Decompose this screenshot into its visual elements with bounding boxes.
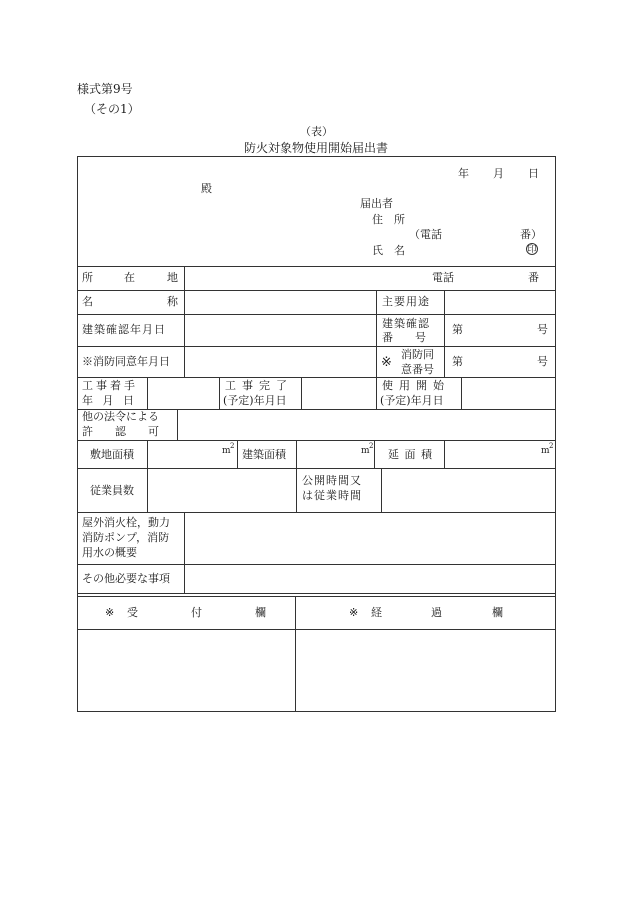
receipt-mark: ※ — [105, 606, 115, 619]
row-divider — [77, 512, 556, 513]
fire-consent-date-label: ※消防同意年月日 — [82, 355, 170, 368]
row-divider — [77, 314, 556, 315]
fire-consent-number-label-2: 意番号 — [401, 363, 434, 376]
other-matters-label: その他必要な事項 — [82, 572, 170, 585]
building-area-unit-sup: 2 — [369, 442, 374, 450]
progress-label-b: 過 — [431, 606, 442, 619]
building-confirm-number-label-1: 建築確認 — [382, 317, 430, 330]
progress-label-c: 欄 — [492, 606, 503, 619]
other-laws-label-1: 他の法令による — [82, 410, 159, 423]
form-sub-number: （その1） — [84, 102, 140, 116]
water-label-1: 屋外消火栓，動力 — [82, 516, 170, 529]
col-divider — [237, 440, 238, 468]
construction-start-label-1: 工事着手 — [82, 379, 138, 392]
construction-end-label-1: 工事完了 — [225, 379, 293, 392]
col-divider — [147, 440, 148, 468]
addressee-suffix: 殿 — [201, 182, 212, 195]
address-label: 住 所 — [372, 213, 405, 226]
row-divider — [77, 290, 556, 291]
phone-open-label: （電話 — [409, 228, 442, 241]
row-divider — [77, 346, 556, 347]
water-label-2: 消防ポンプ，消防 — [82, 531, 170, 544]
site-area-unit: m — [222, 446, 231, 456]
fire-consent-mark: ※ — [381, 355, 392, 370]
name-label: 氏 名 — [372, 244, 405, 257]
name-row-label-a: 名 — [82, 295, 93, 308]
site-area-label: 敷地面積 — [90, 448, 134, 461]
form-number: 様式第9号 — [77, 82, 133, 96]
hours-label-2: は従業時間 — [302, 489, 362, 502]
location-ban-label: 番 — [528, 271, 539, 284]
use-start-label-1: 使用開始 — [382, 379, 450, 392]
progress-mark: ※ — [349, 606, 359, 619]
date-year-label: 年 — [458, 167, 469, 180]
building-area-unit: m — [361, 446, 370, 456]
col-divider — [184, 346, 185, 377]
form-title: 防火対象物使用開始届出書 — [244, 141, 389, 155]
phone-close-label: 番） — [520, 228, 542, 241]
col-divider — [444, 346, 445, 377]
fire-consent-go: 号 — [537, 355, 548, 368]
hours-label-1: 公開時間又 — [302, 474, 362, 487]
building-confirm-go: 号 — [537, 323, 548, 336]
col-divider — [147, 468, 148, 512]
building-confirm-dai: 第 — [452, 323, 463, 336]
col-divider — [177, 409, 178, 440]
progress-label-a: 経 — [371, 606, 382, 619]
col-divider — [219, 377, 220, 409]
col-divider — [444, 440, 445, 468]
date-day-label: 日 — [528, 167, 539, 180]
row-divider — [77, 377, 556, 378]
location-label-c: 地 — [167, 271, 178, 284]
applicant-label: 届出者 — [360, 197, 393, 210]
receipt-label-c: 欄 — [255, 606, 266, 619]
floor-area-unit: m — [541, 446, 550, 456]
floor-area-unit-sup: 2 — [549, 442, 554, 450]
front-mark: （表） — [300, 125, 333, 138]
location-label-b: 在 — [124, 271, 135, 284]
row-divider — [77, 629, 556, 630]
row-divider — [77, 593, 556, 594]
site-area-unit-sup: 2 — [230, 442, 235, 450]
fire-consent-number-label-1: 消防同 — [401, 348, 434, 361]
row-divider — [77, 266, 556, 267]
building-confirm-number-label-2: 番 号 — [382, 331, 426, 344]
col-divider — [374, 440, 375, 468]
col-divider — [301, 377, 302, 409]
use-start-label-2: (予定)年月日 — [380, 394, 444, 407]
construction-start-label-2: 年 月 日 — [82, 394, 137, 407]
col-divider — [295, 596, 296, 712]
col-divider — [184, 266, 185, 346]
col-divider — [376, 290, 377, 346]
col-divider — [461, 377, 462, 409]
col-divider — [376, 377, 377, 409]
col-divider — [147, 377, 148, 409]
floor-area-label: 延 面 積 — [388, 448, 433, 461]
water-label-3: 用水の概要 — [82, 546, 137, 559]
row-divider — [77, 440, 556, 441]
col-divider — [376, 346, 377, 377]
fire-consent-dai: 第 — [452, 355, 463, 368]
col-divider — [184, 512, 185, 593]
seal-mark: 印 — [527, 245, 537, 255]
receipt-label-b: 付 — [191, 606, 202, 619]
location-phone-label: 電話 — [432, 271, 454, 284]
location-label-a: 所 — [82, 271, 93, 284]
staff-count-label: 従業員数 — [90, 484, 134, 497]
col-divider — [444, 290, 445, 346]
col-divider — [381, 468, 382, 512]
col-divider — [296, 468, 297, 512]
building-confirm-date-label: 建築確認年月日 — [82, 323, 166, 336]
main-use-label: 主要用途 — [382, 295, 430, 308]
other-laws-label-2: 許 認 可 — [82, 425, 159, 438]
date-month-label: 月 — [493, 167, 504, 180]
col-divider — [296, 440, 297, 468]
construction-end-label-2: (予定)年月日 — [223, 394, 287, 407]
building-area-label: 建築面積 — [242, 448, 286, 461]
row-divider — [77, 468, 556, 469]
receipt-label-a: 受 — [127, 606, 138, 619]
row-divider — [77, 596, 556, 597]
name-row-label-b: 称 — [167, 295, 178, 308]
row-divider — [77, 564, 556, 565]
